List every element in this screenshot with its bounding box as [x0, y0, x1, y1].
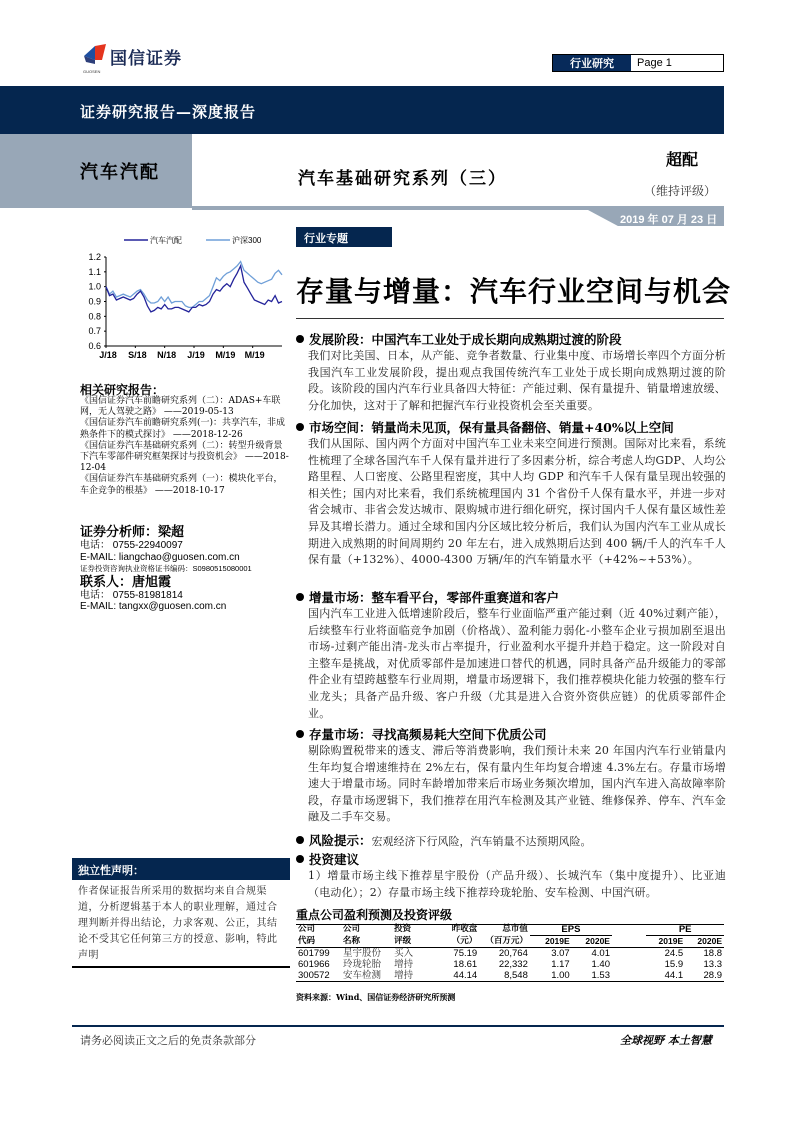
related-research-list: [80, 396, 290, 497]
report-category: 证券研究报告—深度报告: [80, 103, 257, 121]
related-item[interactable]: 《国信证券汽车前瞻研究系列(一)：共享汽车，非成熟条件下的模式探讨》 ——2018-12-26: [80, 418, 286, 440]
table-title: 重点公司盈利预测及投资评级: [296, 906, 724, 925]
bullet-icon: [296, 593, 304, 601]
relative-performance-chart: [78, 230, 288, 365]
divider: [72, 966, 290, 968]
legend-label: 汽车汽配: [150, 236, 182, 245]
main-title: 存量与增量：汽车行业空间与机会: [296, 275, 732, 308]
section-body: 我们从国际、国内两个方面对中国汽车工业未来空间进行预测。国际对比来看，系统性梳理了全球各国汽车千人保有量并进行了多因素分析，综合考虑人均GDP、人均公路里程、人口密度、公路里程密度，其中人均 GDP 和汽车千人保有量呈现出较强的相关性；国内对比来看，我们系统梳理国内 31 个省份千人保有量水平，并进一步对省会城市、非省会发达城市、限购城市进行细化研究，探讨国内千人保有量区域性差异及其增长潜力。通过全球和国内分区域比较分析后，我们认为国内汽车工业从成长期进入成熟期的时间周期约 20 年左右，进入成熟期后达到 400 辆/千人的汽车千人保有量（+132%）、4000-4300 万辆/年的汽车销量水平（+42%~+53%）。: [308, 437, 726, 567]
contact-name: 联系人：唐旭霞: [80, 574, 172, 590]
risk-text: 宏观经济下行风险，汽车销量不达预期风险。: [371, 835, 592, 848]
page-number: Page 1: [631, 55, 723, 71]
related-research-title: 相关研究报告：: [80, 383, 165, 397]
section-heading: 发展阶段：中国汽车工业处于成长期向成熟期过渡的阶段: [309, 332, 622, 347]
bullet-icon: [296, 836, 304, 844]
footer-rule: [72, 1025, 724, 1027]
analyst-phone: 电话： 0755-22940097: [80, 540, 183, 551]
rating-note: （维持评级）: [644, 184, 717, 198]
brand-sub: GUOSEN: [83, 69, 101, 74]
section-stock-market: [296, 727, 726, 826]
section-market-space: [296, 420, 726, 569]
section-incremental-market: [296, 590, 726, 722]
x-tick-label: J/19: [187, 350, 205, 360]
table-row: 300572 安车检测 增持 44.14 8,548 1.00 1.53 44.1 28.9: [298, 970, 722, 981]
table-header-row: 代码 名称 评级 （元） （百万元） 2019E 2020E 2019E 2020E: [298, 935, 722, 946]
table-header-row: 公司 公司 投资 昨收盘 总市值 EPS PE: [296, 924, 724, 936]
industry-name: 汽车汽配: [80, 162, 160, 183]
bullet-icon: [296, 335, 304, 343]
disclaimer-note[interactable]: 请务必阅读正文之后的免责条款部分: [80, 1034, 256, 1047]
x-tick-label: S/18: [128, 350, 147, 360]
x-tick-label: M/19: [244, 350, 265, 360]
legend-label: 沪深300: [232, 236, 262, 245]
y-tick-label: 0.8: [88, 311, 101, 322]
report-type-label: 行业研究: [553, 55, 631, 71]
section-risk: [296, 833, 726, 850]
contact-email[interactable]: E-MAIL: tangxx@guosen.com.cn: [80, 601, 227, 612]
section-heading: 增量市场：整车看平台，零部件重赛道和客户: [309, 590, 560, 605]
table-row: 601966 玲珑轮胎 增持 18.61 22,332 1.17 1.40 15.9 13.3: [298, 959, 722, 970]
analyst-cert: 证券投资咨询执业资格证书编码：S0980515080001: [80, 564, 252, 573]
guosen-logo: [82, 42, 202, 76]
y-tick-label: 0.7: [88, 326, 101, 337]
independence-title: 独立性声明：: [72, 858, 290, 880]
y-tick-label: 1.1: [88, 266, 101, 277]
section-investment-advice: [296, 852, 726, 901]
section-body: 国内汽车工业进入低增速阶段后，整车行业面临严重产能过剩（近 40%过剩产能），后续整车行业将面临竞争加剧（价格战）、盈利能力弱化-小整车企业亏损加剧至退出市场-过剩产能出清-龙头市占率提升，行业盈利水平提升并趋于稳定。这一阶段对自主整车是挑战，对优质零部件是加速进口替代的机遇，同时具备产品升级能力的零部件企业有望跨越整车行业周期，增量市场逻辑下，我们推荐模块化能力较强的整车行业龙头；具备产品升级、客户升级（尤其是进入合资外资供应链）的优质零部件企业。: [308, 607, 726, 720]
section-body: 1）增量市场主线下推荐星宇股份（产品升级）、长城汽车（集中度提升）、比亚迪（电动化）；2）存量市场主线下推荐玲珑轮胎、安车检测、中国汽研。: [308, 869, 726, 899]
y-tick-label: 1.2: [88, 252, 101, 262]
divider: [192, 206, 724, 210]
bullet-icon: [296, 423, 304, 431]
analyst-email[interactable]: E-MAIL: liangchao@guosen.com.cn: [80, 551, 240, 563]
related-item[interactable]: 《国信证券汽车基础研究系列（一）：模块化平台，车企竞争的根基》 ——2018-10-17: [80, 474, 283, 496]
earnings-forecast-table: [296, 924, 724, 982]
header-tag: [552, 54, 724, 72]
logo-mark-icon: [82, 42, 108, 66]
bullet-icon: [296, 730, 304, 738]
x-tick-label: N/18: [157, 350, 177, 360]
section-heading: 投资建议: [309, 852, 360, 867]
analyst-contacts: [80, 525, 295, 613]
rating: 超配: [666, 150, 699, 169]
independence-body: 作者保证报告所采用的数据均来自合规渠道，分析逻辑基于本人的职业理解，通过合理判断并得出结论，力求客观、公正，其结论不受其它任何第三方的授意、影响，特此声明: [78, 886, 278, 961]
table-source: 资料来源：Wind、国信证券经济研究所预测: [296, 992, 456, 1002]
series-line: [106, 266, 282, 312]
section-body: 我们对比美国、日本，从产能、竞争者数量、行业集中度、市场增长率四个方面分析我国汽车工业发展阶段，提出观点我国传统汽车工业处于成长期向成熟期过渡的阶段。该阶段的国内汽车行业具备四大特征：产能过剩、保有量提升、销量增速放缓、分化加快，这对于了解和把握汽车行业投资机会至关重要。: [308, 349, 726, 412]
eps-header: EPS: [530, 924, 612, 936]
section-heading: 风险提示：: [309, 833, 372, 848]
topic-tag: 行业专题: [296, 227, 392, 247]
brand-name: 国信证券: [110, 49, 182, 69]
pe-header: PE: [646, 924, 724, 936]
y-tick-label: 0.6: [88, 341, 101, 351]
x-tick-label: M/19: [215, 350, 236, 360]
y-tick-label: 0.9: [88, 296, 101, 307]
section-heading: 市场空间：销量尚未见顶，保有量具备翻倍、销量+40%以上空间: [309, 420, 674, 435]
bullet-icon: [296, 855, 304, 863]
x-tick-label: J/18: [99, 350, 117, 360]
y-tick-label: 1.0: [88, 281, 101, 292]
divider: [296, 318, 724, 319]
report-date: 2019 年 07 月 23 日: [620, 214, 718, 226]
section-body: 剔除购置税带来的透支、滞后等消费影响，我们预计未来 20 年国内汽车行业销量内生年均复合增速维持在 2%左右，保有量内生年均复合增速 4.3%左右。存量市场增速大于增量市场。同时车龄增加带来后市场业务频次增加，国内汽车进入高故障率阶段，存量市场逻辑下，我们推荐在用汽车检测及其产业链、维修保养、停车、汽车金融及二手车交易。: [308, 744, 726, 824]
series-title: 汽车基础研究系列（三）: [298, 169, 507, 189]
section-development-stage: [296, 332, 726, 414]
contact-phone: 电话： 0755-81981814: [80, 589, 183, 601]
analyst-name: 证券分析师：梁超: [80, 525, 185, 540]
related-item[interactable]: 《国信证券汽车前瞻研究系列（二）：ADAS+车联网，无人驾驶之路》 ——2019-05-13: [80, 396, 281, 418]
section-heading: 存量市场：寻找高频易耗大空间下优质公司: [309, 727, 547, 742]
slogan: 全球视野 本土智慧: [620, 1034, 712, 1047]
related-item[interactable]: 《国信证券汽车基础研究系列（二）：转型升级背景下汽车零部件研究框架探讨与投资机会》 ——2018-12-04: [80, 440, 289, 474]
table-row: 601799 星宇股份 买入 75.19 20,764 3.07 4.01 24.5 18.8: [298, 948, 722, 959]
